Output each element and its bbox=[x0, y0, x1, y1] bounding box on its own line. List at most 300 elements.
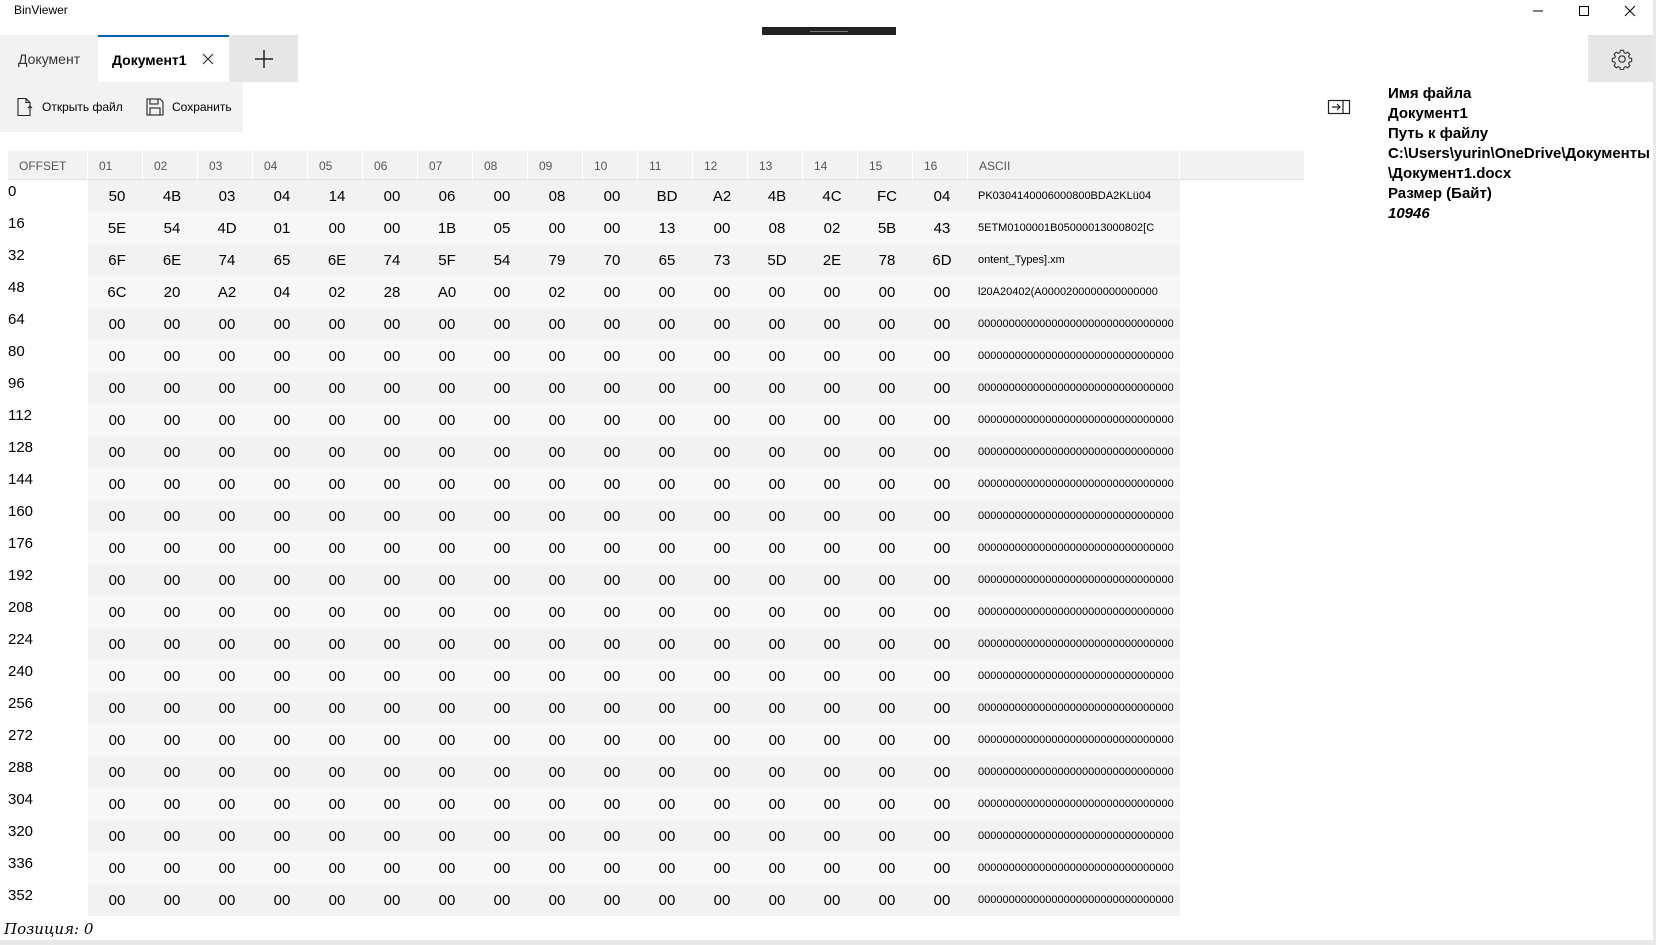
hex-byte-cell[interactable]: 00 bbox=[748, 852, 806, 884]
hex-byte-cell[interactable]: 00 bbox=[858, 788, 916, 820]
hex-byte-cell[interactable]: 00 bbox=[858, 404, 916, 436]
hex-byte-cell[interactable]: 00 bbox=[418, 308, 476, 340]
hex-byte-cell[interactable]: 6D bbox=[913, 244, 971, 276]
hex-byte-cell[interactable]: 00 bbox=[88, 852, 146, 884]
hex-byte-cell[interactable]: 00 bbox=[913, 532, 971, 564]
hex-byte-cell[interactable]: 00 bbox=[748, 660, 806, 692]
hex-byte-cell[interactable]: 14 bbox=[308, 180, 366, 212]
hex-byte-cell[interactable]: 00 bbox=[693, 532, 751, 564]
hex-byte-cell[interactable]: 00 bbox=[88, 596, 146, 628]
hex-byte-cell[interactable]: 00 bbox=[528, 564, 586, 596]
hex-byte-cell[interactable]: 00 bbox=[693, 436, 751, 468]
hex-byte-cell[interactable]: 00 bbox=[143, 724, 201, 756]
hex-byte-cell[interactable]: 6E bbox=[143, 244, 201, 276]
hex-byte-cell[interactable]: 00 bbox=[308, 852, 366, 884]
hex-byte-cell[interactable]: 00 bbox=[748, 276, 806, 308]
hex-byte-cell[interactable]: 00 bbox=[198, 564, 256, 596]
hex-byte-cell[interactable]: 00 bbox=[528, 212, 586, 244]
hex-byte-cell[interactable]: 65 bbox=[253, 244, 311, 276]
hex-byte-cell[interactable]: 00 bbox=[143, 756, 201, 788]
hex-byte-cell[interactable]: 00 bbox=[693, 788, 751, 820]
hex-byte-cell[interactable]: 00 bbox=[693, 692, 751, 724]
hex-byte-cell[interactable]: 00 bbox=[528, 820, 586, 852]
hex-byte-cell[interactable]: 00 bbox=[583, 500, 641, 532]
hex-byte-cell[interactable]: 00 bbox=[858, 564, 916, 596]
hex-byte-cell[interactable]: 00 bbox=[473, 276, 531, 308]
hex-byte-cell[interactable]: 00 bbox=[418, 532, 476, 564]
hex-byte-cell[interactable]: 00 bbox=[913, 596, 971, 628]
hex-byte-cell[interactable]: 05 bbox=[473, 212, 531, 244]
hex-byte-cell[interactable]: 00 bbox=[913, 628, 971, 660]
hex-byte-cell[interactable]: 00 bbox=[143, 340, 201, 372]
hex-byte-cell[interactable]: 00 bbox=[363, 372, 421, 404]
ascii-cell[interactable]: 5ETM0100001B05000013000802[C bbox=[968, 212, 1180, 244]
hex-byte-cell[interactable]: 00 bbox=[693, 596, 751, 628]
hex-byte-cell[interactable]: 00 bbox=[473, 564, 531, 596]
hex-byte-cell[interactable]: 00 bbox=[473, 596, 531, 628]
hex-byte-cell[interactable]: 00 bbox=[308, 596, 366, 628]
ascii-cell[interactable]: 00000000000000000000000000000000 bbox=[968, 500, 1180, 532]
hex-byte-cell[interactable]: 00 bbox=[638, 884, 696, 916]
hex-byte-cell[interactable]: 00 bbox=[418, 756, 476, 788]
hex-byte-cell[interactable]: 00 bbox=[253, 404, 311, 436]
hex-byte-cell[interactable]: 00 bbox=[803, 308, 861, 340]
hex-byte-cell[interactable]: 00 bbox=[473, 820, 531, 852]
hex-byte-cell[interactable]: 00 bbox=[858, 820, 916, 852]
hex-byte-cell[interactable]: 00 bbox=[913, 852, 971, 884]
hex-byte-cell[interactable]: 20 bbox=[143, 276, 201, 308]
hex-byte-cell[interactable]: 00 bbox=[583, 692, 641, 724]
hex-byte-cell[interactable]: 00 bbox=[308, 820, 366, 852]
hex-byte-cell[interactable]: 00 bbox=[583, 628, 641, 660]
hex-byte-cell[interactable]: 00 bbox=[638, 756, 696, 788]
hex-byte-cell[interactable]: 00 bbox=[253, 436, 311, 468]
hex-byte-cell[interactable]: 00 bbox=[858, 724, 916, 756]
hex-byte-cell[interactable]: 00 bbox=[913, 788, 971, 820]
hex-byte-cell[interactable]: 00 bbox=[363, 820, 421, 852]
hex-byte-cell[interactable]: 00 bbox=[803, 340, 861, 372]
hex-byte-cell[interactable]: 00 bbox=[858, 756, 916, 788]
hex-byte-cell[interactable]: 00 bbox=[308, 404, 366, 436]
ascii-cell[interactable]: 00000000000000000000000000000000 bbox=[968, 532, 1180, 564]
ascii-cell[interactable]: 00000000000000000000000000000000 bbox=[968, 660, 1180, 692]
hex-byte-cell[interactable]: 00 bbox=[803, 596, 861, 628]
hex-byte-cell[interactable]: 00 bbox=[638, 660, 696, 692]
hex-byte-cell[interactable]: 00 bbox=[638, 436, 696, 468]
hex-byte-cell[interactable]: 00 bbox=[198, 692, 256, 724]
hex-byte-cell[interactable]: 00 bbox=[583, 852, 641, 884]
hex-byte-cell[interactable]: 00 bbox=[913, 756, 971, 788]
hex-byte-cell[interactable]: 00 bbox=[913, 372, 971, 404]
hex-byte-cell[interactable]: 00 bbox=[528, 660, 586, 692]
hex-byte-cell[interactable]: 00 bbox=[418, 820, 476, 852]
hex-byte-cell[interactable]: 00 bbox=[88, 660, 146, 692]
hex-byte-cell[interactable]: 00 bbox=[308, 660, 366, 692]
hex-byte-cell[interactable]: 00 bbox=[308, 340, 366, 372]
hex-byte-cell[interactable]: 00 bbox=[308, 436, 366, 468]
hex-byte-cell[interactable]: 00 bbox=[308, 500, 366, 532]
hex-byte-cell[interactable]: 00 bbox=[583, 532, 641, 564]
hex-byte-cell[interactable]: 00 bbox=[253, 500, 311, 532]
hex-byte-cell[interactable]: 00 bbox=[253, 660, 311, 692]
hex-byte-cell[interactable]: 00 bbox=[748, 308, 806, 340]
hex-byte-cell[interactable]: 00 bbox=[418, 436, 476, 468]
ascii-cell[interactable]: 00000000000000000000000000000000 bbox=[968, 788, 1180, 820]
hex-byte-cell[interactable]: 00 bbox=[693, 212, 751, 244]
hex-byte-cell[interactable]: 00 bbox=[913, 820, 971, 852]
hex-byte-cell[interactable]: 00 bbox=[88, 372, 146, 404]
hex-byte-cell[interactable]: 04 bbox=[913, 180, 971, 212]
hex-byte-cell[interactable]: 00 bbox=[88, 468, 146, 500]
hex-byte-cell[interactable]: 00 bbox=[858, 308, 916, 340]
hex-byte-cell[interactable]: 00 bbox=[308, 532, 366, 564]
hex-byte-cell[interactable]: 00 bbox=[583, 788, 641, 820]
hex-byte-cell[interactable]: 6F bbox=[88, 244, 146, 276]
hex-byte-cell[interactable]: 00 bbox=[198, 788, 256, 820]
hex-byte-cell[interactable]: 00 bbox=[418, 692, 476, 724]
hex-byte-cell[interactable]: 00 bbox=[748, 564, 806, 596]
hex-byte-cell[interactable]: 00 bbox=[198, 372, 256, 404]
hex-byte-cell[interactable]: 00 bbox=[748, 436, 806, 468]
hex-byte-cell[interactable]: 00 bbox=[638, 340, 696, 372]
hex-byte-cell[interactable]: 00 bbox=[693, 372, 751, 404]
hex-byte-cell[interactable]: 00 bbox=[363, 500, 421, 532]
hex-byte-cell[interactable]: 00 bbox=[748, 692, 806, 724]
hex-byte-cell[interactable]: 00 bbox=[913, 564, 971, 596]
hex-byte-cell[interactable]: 00 bbox=[583, 724, 641, 756]
hex-byte-cell[interactable]: 00 bbox=[803, 884, 861, 916]
hex-byte-cell[interactable]: 00 bbox=[693, 500, 751, 532]
hex-byte-cell[interactable]: 00 bbox=[693, 564, 751, 596]
hex-byte-cell[interactable]: 00 bbox=[693, 660, 751, 692]
hex-byte-cell[interactable]: 00 bbox=[473, 500, 531, 532]
hex-byte-cell[interactable]: 00 bbox=[693, 276, 751, 308]
hex-byte-cell[interactable]: 00 bbox=[638, 596, 696, 628]
hex-byte-cell[interactable]: 00 bbox=[528, 404, 586, 436]
hex-byte-cell[interactable]: 00 bbox=[143, 564, 201, 596]
minimize-button[interactable] bbox=[1515, 0, 1561, 22]
hex-byte-cell[interactable]: 00 bbox=[308, 468, 366, 500]
hex-byte-cell[interactable]: 00 bbox=[693, 308, 751, 340]
hex-byte-cell[interactable]: 00 bbox=[418, 564, 476, 596]
hex-byte-cell[interactable]: 00 bbox=[253, 628, 311, 660]
hex-byte-cell[interactable]: 00 bbox=[363, 596, 421, 628]
hex-byte-cell[interactable]: 08 bbox=[748, 212, 806, 244]
hex-byte-cell[interactable]: 00 bbox=[693, 724, 751, 756]
hex-byte-cell[interactable]: 00 bbox=[88, 628, 146, 660]
ascii-cell[interactable]: 00000000000000000000000000000000 bbox=[968, 596, 1180, 628]
hex-byte-cell[interactable]: 4B bbox=[748, 180, 806, 212]
tab-document[interactable] bbox=[0, 35, 98, 82]
hex-byte-cell[interactable]: 6E bbox=[308, 244, 366, 276]
hex-byte-cell[interactable]: 08 bbox=[528, 180, 586, 212]
hex-byte-cell[interactable]: 00 bbox=[693, 468, 751, 500]
hex-byte-cell[interactable]: 4C bbox=[803, 180, 861, 212]
hex-byte-cell[interactable]: A2 bbox=[198, 276, 256, 308]
hex-byte-cell[interactable]: 00 bbox=[583, 404, 641, 436]
hex-byte-cell[interactable]: 00 bbox=[528, 468, 586, 500]
hex-byte-cell[interactable]: 00 bbox=[583, 372, 641, 404]
ascii-cell[interactable]: l20A20402(A0000200000000000000 bbox=[968, 276, 1180, 308]
hex-byte-cell[interactable]: 00 bbox=[198, 660, 256, 692]
hex-byte-cell[interactable]: 00 bbox=[528, 532, 586, 564]
tab-document1[interactable] bbox=[98, 35, 229, 82]
hex-byte-cell[interactable]: 00 bbox=[803, 724, 861, 756]
hex-byte-cell[interactable]: 00 bbox=[858, 884, 916, 916]
hex-byte-cell[interactable]: 00 bbox=[143, 820, 201, 852]
ascii-cell[interactable]: 00000000000000000000000000000000 bbox=[968, 308, 1180, 340]
hex-byte-cell[interactable]: 00 bbox=[198, 628, 256, 660]
hex-byte-cell[interactable]: 00 bbox=[418, 724, 476, 756]
hex-byte-cell[interactable]: 00 bbox=[198, 340, 256, 372]
hex-byte-cell[interactable]: 00 bbox=[418, 596, 476, 628]
hex-byte-cell[interactable]: 00 bbox=[363, 756, 421, 788]
hex-byte-cell[interactable]: 00 bbox=[583, 276, 641, 308]
hex-byte-cell[interactable]: 00 bbox=[748, 532, 806, 564]
hex-byte-cell[interactable]: 00 bbox=[913, 340, 971, 372]
hex-byte-cell[interactable]: 00 bbox=[143, 852, 201, 884]
hex-byte-cell[interactable]: 00 bbox=[88, 788, 146, 820]
hex-byte-cell[interactable]: 00 bbox=[803, 468, 861, 500]
hex-byte-cell[interactable]: 00 bbox=[693, 340, 751, 372]
hex-byte-cell[interactable]: BD bbox=[638, 180, 696, 212]
hex-byte-cell[interactable]: 00 bbox=[363, 852, 421, 884]
hex-byte-cell[interactable]: 00 bbox=[583, 436, 641, 468]
hex-byte-cell[interactable]: 04 bbox=[253, 180, 311, 212]
hex-byte-cell[interactable]: 00 bbox=[418, 660, 476, 692]
hex-byte-cell[interactable]: 00 bbox=[363, 212, 421, 244]
hex-byte-cell[interactable]: 00 bbox=[803, 788, 861, 820]
hex-byte-cell[interactable]: 00 bbox=[418, 500, 476, 532]
hex-byte-cell[interactable]: 00 bbox=[473, 404, 531, 436]
hex-byte-cell[interactable]: 00 bbox=[363, 436, 421, 468]
hex-byte-cell[interactable]: 00 bbox=[143, 404, 201, 436]
hex-byte-cell[interactable]: 00 bbox=[418, 372, 476, 404]
hex-byte-cell[interactable]: 00 bbox=[308, 628, 366, 660]
hex-byte-cell[interactable]: 00 bbox=[88, 724, 146, 756]
hex-byte-cell[interactable]: 00 bbox=[198, 500, 256, 532]
ascii-cell[interactable]: 00000000000000000000000000000000 bbox=[968, 372, 1180, 404]
hex-byte-cell[interactable]: 00 bbox=[528, 756, 586, 788]
hex-byte-cell[interactable]: 00 bbox=[473, 532, 531, 564]
hex-byte-cell[interactable]: 00 bbox=[748, 404, 806, 436]
hex-byte-cell[interactable]: 02 bbox=[528, 276, 586, 308]
ascii-cell[interactable]: 00000000000000000000000000000000 bbox=[968, 852, 1180, 884]
hex-byte-cell[interactable]: 02 bbox=[803, 212, 861, 244]
hex-byte-cell[interactable]: 00 bbox=[88, 308, 146, 340]
hex-byte-cell[interactable]: 5F bbox=[418, 244, 476, 276]
hex-byte-cell[interactable]: 00 bbox=[198, 436, 256, 468]
hex-byte-cell[interactable]: 00 bbox=[583, 820, 641, 852]
hex-byte-cell[interactable]: 00 bbox=[88, 436, 146, 468]
hex-byte-cell[interactable]: 00 bbox=[473, 756, 531, 788]
hex-byte-cell[interactable]: 00 bbox=[803, 756, 861, 788]
hex-byte-cell[interactable]: 00 bbox=[528, 692, 586, 724]
hex-byte-cell[interactable]: 00 bbox=[583, 180, 641, 212]
hex-byte-cell[interactable]: 4B bbox=[143, 180, 201, 212]
hex-byte-cell[interactable]: 00 bbox=[473, 468, 531, 500]
hex-byte-cell[interactable]: 00 bbox=[583, 596, 641, 628]
hex-byte-cell[interactable]: 00 bbox=[858, 532, 916, 564]
hex-byte-cell[interactable]: 13 bbox=[638, 212, 696, 244]
hex-byte-cell[interactable]: 00 bbox=[88, 532, 146, 564]
hex-byte-cell[interactable]: 00 bbox=[363, 340, 421, 372]
hex-byte-cell[interactable]: 00 bbox=[253, 788, 311, 820]
hex-byte-cell[interactable]: 70 bbox=[583, 244, 641, 276]
open-file-button[interactable] bbox=[15, 82, 123, 132]
hex-byte-cell[interactable]: 78 bbox=[858, 244, 916, 276]
ascii-cell[interactable]: 00000000000000000000000000000000 bbox=[968, 436, 1180, 468]
hex-byte-cell[interactable]: 00 bbox=[748, 340, 806, 372]
hex-byte-cell[interactable]: 00 bbox=[803, 276, 861, 308]
hex-byte-cell[interactable]: 00 bbox=[528, 884, 586, 916]
hex-byte-cell[interactable]: 00 bbox=[803, 820, 861, 852]
hex-byte-cell[interactable]: 50 bbox=[88, 180, 146, 212]
hex-byte-cell[interactable]: 00 bbox=[803, 692, 861, 724]
hex-byte-cell[interactable]: 5E bbox=[88, 212, 146, 244]
add-tab-button[interactable] bbox=[229, 35, 298, 82]
hex-byte-cell[interactable]: 00 bbox=[803, 628, 861, 660]
hex-byte-cell[interactable]: 00 bbox=[858, 372, 916, 404]
hex-byte-cell[interactable]: 00 bbox=[583, 660, 641, 692]
hex-byte-cell[interactable]: 00 bbox=[638, 852, 696, 884]
ascii-cell[interactable]: 00000000000000000000000000000000 bbox=[968, 564, 1180, 596]
hex-byte-cell[interactable]: 00 bbox=[143, 660, 201, 692]
hex-byte-cell[interactable]: 00 bbox=[308, 692, 366, 724]
hex-byte-cell[interactable]: 00 bbox=[748, 596, 806, 628]
hex-byte-cell[interactable]: 00 bbox=[143, 692, 201, 724]
hex-byte-cell[interactable]: 00 bbox=[583, 212, 641, 244]
hex-byte-cell[interactable]: 00 bbox=[858, 500, 916, 532]
hex-byte-cell[interactable]: 00 bbox=[88, 404, 146, 436]
hex-byte-cell[interactable]: 00 bbox=[88, 820, 146, 852]
hex-byte-cell[interactable]: 54 bbox=[143, 212, 201, 244]
hex-byte-cell[interactable]: 00 bbox=[143, 884, 201, 916]
hex-byte-cell[interactable]: 00 bbox=[363, 180, 421, 212]
ascii-cell[interactable]: ontent_Types].xm bbox=[968, 244, 1180, 276]
hex-byte-cell[interactable]: 00 bbox=[363, 628, 421, 660]
hex-byte-cell[interactable]: 00 bbox=[638, 468, 696, 500]
hex-byte-cell[interactable]: FC bbox=[858, 180, 916, 212]
hex-byte-cell[interactable]: 00 bbox=[253, 756, 311, 788]
hex-byte-cell[interactable]: 00 bbox=[638, 628, 696, 660]
hex-byte-cell[interactable]: 00 bbox=[253, 820, 311, 852]
hex-byte-cell[interactable]: 00 bbox=[638, 692, 696, 724]
hex-byte-cell[interactable]: 00 bbox=[913, 660, 971, 692]
hex-byte-cell[interactable]: 00 bbox=[363, 692, 421, 724]
hex-byte-cell[interactable]: 00 bbox=[528, 596, 586, 628]
hex-byte-cell[interactable]: 00 bbox=[253, 564, 311, 596]
hex-byte-cell[interactable]: 00 bbox=[418, 788, 476, 820]
hex-byte-cell[interactable]: 00 bbox=[418, 852, 476, 884]
hex-byte-cell[interactable]: 02 bbox=[308, 276, 366, 308]
hex-byte-cell[interactable]: 00 bbox=[418, 628, 476, 660]
hex-byte-cell[interactable]: 73 bbox=[693, 244, 751, 276]
hex-byte-cell[interactable]: 00 bbox=[638, 404, 696, 436]
hex-byte-cell[interactable]: 00 bbox=[858, 276, 916, 308]
hex-byte-cell[interactable]: 00 bbox=[528, 372, 586, 404]
hex-byte-cell[interactable]: 00 bbox=[473, 308, 531, 340]
hex-byte-cell[interactable]: 00 bbox=[473, 724, 531, 756]
hex-byte-cell[interactable]: 00 bbox=[913, 692, 971, 724]
ascii-cell[interactable]: 00000000000000000000000000000000 bbox=[968, 468, 1180, 500]
hex-byte-cell[interactable]: 00 bbox=[803, 372, 861, 404]
hex-byte-cell[interactable]: 00 bbox=[858, 468, 916, 500]
hex-byte-cell[interactable]: 00 bbox=[803, 404, 861, 436]
hex-byte-cell[interactable]: 65 bbox=[638, 244, 696, 276]
hex-byte-cell[interactable]: 00 bbox=[143, 500, 201, 532]
hex-byte-cell[interactable]: 1B bbox=[418, 212, 476, 244]
hex-byte-cell[interactable]: 00 bbox=[583, 340, 641, 372]
hex-byte-cell[interactable]: 00 bbox=[748, 884, 806, 916]
hex-byte-cell[interactable]: 00 bbox=[418, 404, 476, 436]
hex-byte-cell[interactable]: 00 bbox=[473, 628, 531, 660]
hex-byte-cell[interactable]: 00 bbox=[858, 340, 916, 372]
hex-byte-cell[interactable]: 00 bbox=[913, 308, 971, 340]
hex-byte-cell[interactable]: 00 bbox=[748, 628, 806, 660]
hex-byte-cell[interactable]: 00 bbox=[693, 756, 751, 788]
ascii-cell[interactable]: PK0304140006000800BDA2KLü04 bbox=[968, 180, 1180, 212]
hex-byte-cell[interactable]: 00 bbox=[88, 340, 146, 372]
hex-byte-cell[interactable]: 00 bbox=[198, 532, 256, 564]
close-window-button[interactable] bbox=[1607, 0, 1653, 22]
hex-byte-cell[interactable]: 00 bbox=[253, 340, 311, 372]
hex-byte-cell[interactable]: 00 bbox=[308, 724, 366, 756]
hex-byte-cell[interactable]: 00 bbox=[803, 436, 861, 468]
hex-byte-cell[interactable]: 00 bbox=[418, 884, 476, 916]
hex-byte-cell[interactable]: 00 bbox=[638, 276, 696, 308]
hex-byte-cell[interactable]: 06 bbox=[418, 180, 476, 212]
hex-byte-cell[interactable]: 00 bbox=[418, 340, 476, 372]
hex-byte-cell[interactable]: 00 bbox=[913, 436, 971, 468]
hex-byte-cell[interactable]: 00 bbox=[803, 660, 861, 692]
hex-byte-cell[interactable]: 00 bbox=[803, 852, 861, 884]
hex-byte-cell[interactable]: 00 bbox=[198, 884, 256, 916]
hex-byte-cell[interactable]: 00 bbox=[913, 468, 971, 500]
hex-byte-cell[interactable]: 00 bbox=[253, 724, 311, 756]
hex-byte-cell[interactable]: 00 bbox=[528, 500, 586, 532]
hex-byte-cell[interactable]: 00 bbox=[143, 436, 201, 468]
hex-byte-cell[interactable]: 00 bbox=[88, 884, 146, 916]
hex-byte-cell[interactable]: 00 bbox=[748, 820, 806, 852]
hex-byte-cell[interactable]: 00 bbox=[913, 276, 971, 308]
ascii-cell[interactable]: 00000000000000000000000000000000 bbox=[968, 756, 1180, 788]
hex-byte-cell[interactable]: 00 bbox=[748, 756, 806, 788]
hex-byte-cell[interactable]: 00 bbox=[308, 884, 366, 916]
settings-button[interactable] bbox=[1588, 35, 1656, 82]
hex-byte-cell[interactable]: 00 bbox=[473, 660, 531, 692]
hex-byte-cell[interactable]: 00 bbox=[528, 788, 586, 820]
hex-byte-cell[interactable]: 00 bbox=[638, 372, 696, 404]
hex-byte-cell[interactable]: 00 bbox=[198, 308, 256, 340]
hex-byte-cell[interactable]: 00 bbox=[88, 500, 146, 532]
hex-byte-cell[interactable]: 6C bbox=[88, 276, 146, 308]
hex-byte-cell[interactable]: 00 bbox=[748, 788, 806, 820]
hex-byte-cell[interactable]: 00 bbox=[583, 756, 641, 788]
hex-byte-cell[interactable]: 00 bbox=[363, 564, 421, 596]
hex-byte-cell[interactable]: 00 bbox=[198, 724, 256, 756]
hex-byte-cell[interactable]: 00 bbox=[858, 852, 916, 884]
hex-byte-cell[interactable]: 00 bbox=[693, 820, 751, 852]
ascii-cell[interactable]: 00000000000000000000000000000000 bbox=[968, 692, 1180, 724]
hex-byte-cell[interactable]: 00 bbox=[198, 468, 256, 500]
hex-byte-cell[interactable]: 79 bbox=[528, 244, 586, 276]
hex-byte-cell[interactable]: 00 bbox=[253, 308, 311, 340]
hex-byte-cell[interactable]: 00 bbox=[583, 564, 641, 596]
hex-byte-cell[interactable]: 01 bbox=[253, 212, 311, 244]
hex-byte-cell[interactable]: 5B bbox=[858, 212, 916, 244]
hex-byte-cell[interactable]: 00 bbox=[143, 468, 201, 500]
